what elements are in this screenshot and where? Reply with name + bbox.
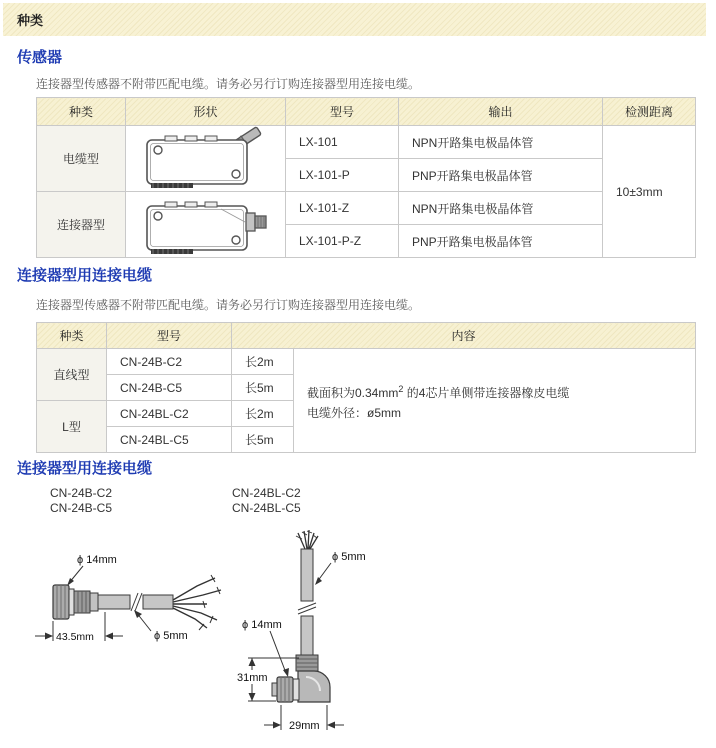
cable-section-title: 连接器型用连接电缆 [17, 267, 153, 284]
sensor-section-title: 传感器 [17, 49, 63, 66]
col-header-shape: 形状 [126, 98, 286, 126]
model-cell: LX-101-Z [286, 192, 399, 225]
shape-cell-connector [126, 192, 286, 258]
col-header-model: 型号 [286, 98, 399, 126]
col-header-type: 种类 [37, 98, 126, 126]
length-cell: 长2m [232, 349, 294, 375]
list-item: CN-24BL-C5 [232, 501, 301, 515]
type-cell-straight: 直线型 [37, 349, 107, 401]
category-bar [3, 3, 706, 36]
cable-section-note: 连接器型传感器不附带匹配电缆。请务必另行订购连接器型用连接电缆。 [36, 298, 421, 312]
length-cell: 长2m [232, 401, 294, 427]
model-cell: LX-101-P-Z [286, 225, 399, 258]
table-row [37, 192, 696, 225]
col-header-type: 种类 [37, 323, 107, 349]
shape-cell-cable [126, 126, 286, 192]
model-cell: CN-24BL-C2 [107, 401, 232, 427]
dim-label: 43.5mm [56, 631, 94, 643]
model-cell: CN-24B-C2 [107, 349, 232, 375]
content-cell [294, 349, 696, 453]
dim-label: ϕ 14mm [77, 554, 117, 566]
cable-table-header-row [37, 323, 696, 349]
length-cell: 长5m [232, 427, 294, 453]
output-cell: NPN开路集电极晶体管 [399, 192, 603, 225]
dim-label: ϕ 14mm [242, 619, 282, 631]
model-cell: CN-24B-C5 [107, 375, 232, 401]
list-item: CN-24B-C2 [50, 486, 113, 500]
content-line2: 电缆外径：ø5mm [307, 405, 401, 420]
output-cell: PNP开路集电极晶体管 [399, 159, 603, 192]
table-row [37, 349, 696, 375]
category-bar-label: 种类 [17, 13, 44, 28]
model-cell: LX-101-P [286, 159, 399, 192]
sensor-table [36, 97, 696, 258]
sensor-section-note: 连接器型传感器不附带匹配电缆。请务必另行订购连接器型用连接电缆。 [36, 77, 421, 91]
output-cell: NPN开路集电极晶体管 [399, 126, 603, 159]
sensor-table-header-row [37, 98, 696, 126]
dim-label: ϕ 5mm [154, 630, 188, 642]
col-header-range: 检测距离 [603, 98, 696, 126]
length-cell: 长5m [232, 375, 294, 401]
dim-label: 31mm [237, 672, 268, 684]
l-model-list [232, 486, 301, 516]
list-item: CN-24BL-C2 [232, 486, 301, 500]
l-cable-drawing [232, 527, 407, 742]
diagram-section-title: 连接器型用连接电缆 [17, 460, 153, 477]
col-header-model: 型号 [107, 323, 232, 349]
output-cell: PNP开路集电极晶体管 [399, 225, 603, 258]
model-cell: LX-101 [286, 126, 399, 159]
list-item: CN-24B-C5 [50, 501, 113, 515]
model-cell: CN-24BL-C5 [107, 427, 232, 453]
type-cell-ltype: L型 [37, 401, 107, 453]
type-cell-cable: 电缆型 [37, 126, 126, 192]
cable-type-sensor-image [141, 126, 271, 188]
content-line1: 截面积为$0.34mm^2$ 的4芯片单侧带连接器橡皮电缆 [307, 383, 570, 400]
dim-label: 29mm [289, 720, 320, 732]
straight-model-list [50, 486, 112, 516]
connector-type-sensor-image [141, 192, 271, 254]
col-header-output: 输出 [399, 98, 603, 126]
sensing-range-cell: 10±3mm [603, 126, 696, 258]
table-row [37, 126, 696, 159]
col-header-content: 内容 [232, 323, 696, 349]
straight-cable-drawing [25, 545, 230, 650]
dim-label: ϕ 5mm [332, 551, 366, 563]
cable-table [36, 322, 696, 453]
type-cell-connector: 连接器型 [37, 192, 126, 258]
